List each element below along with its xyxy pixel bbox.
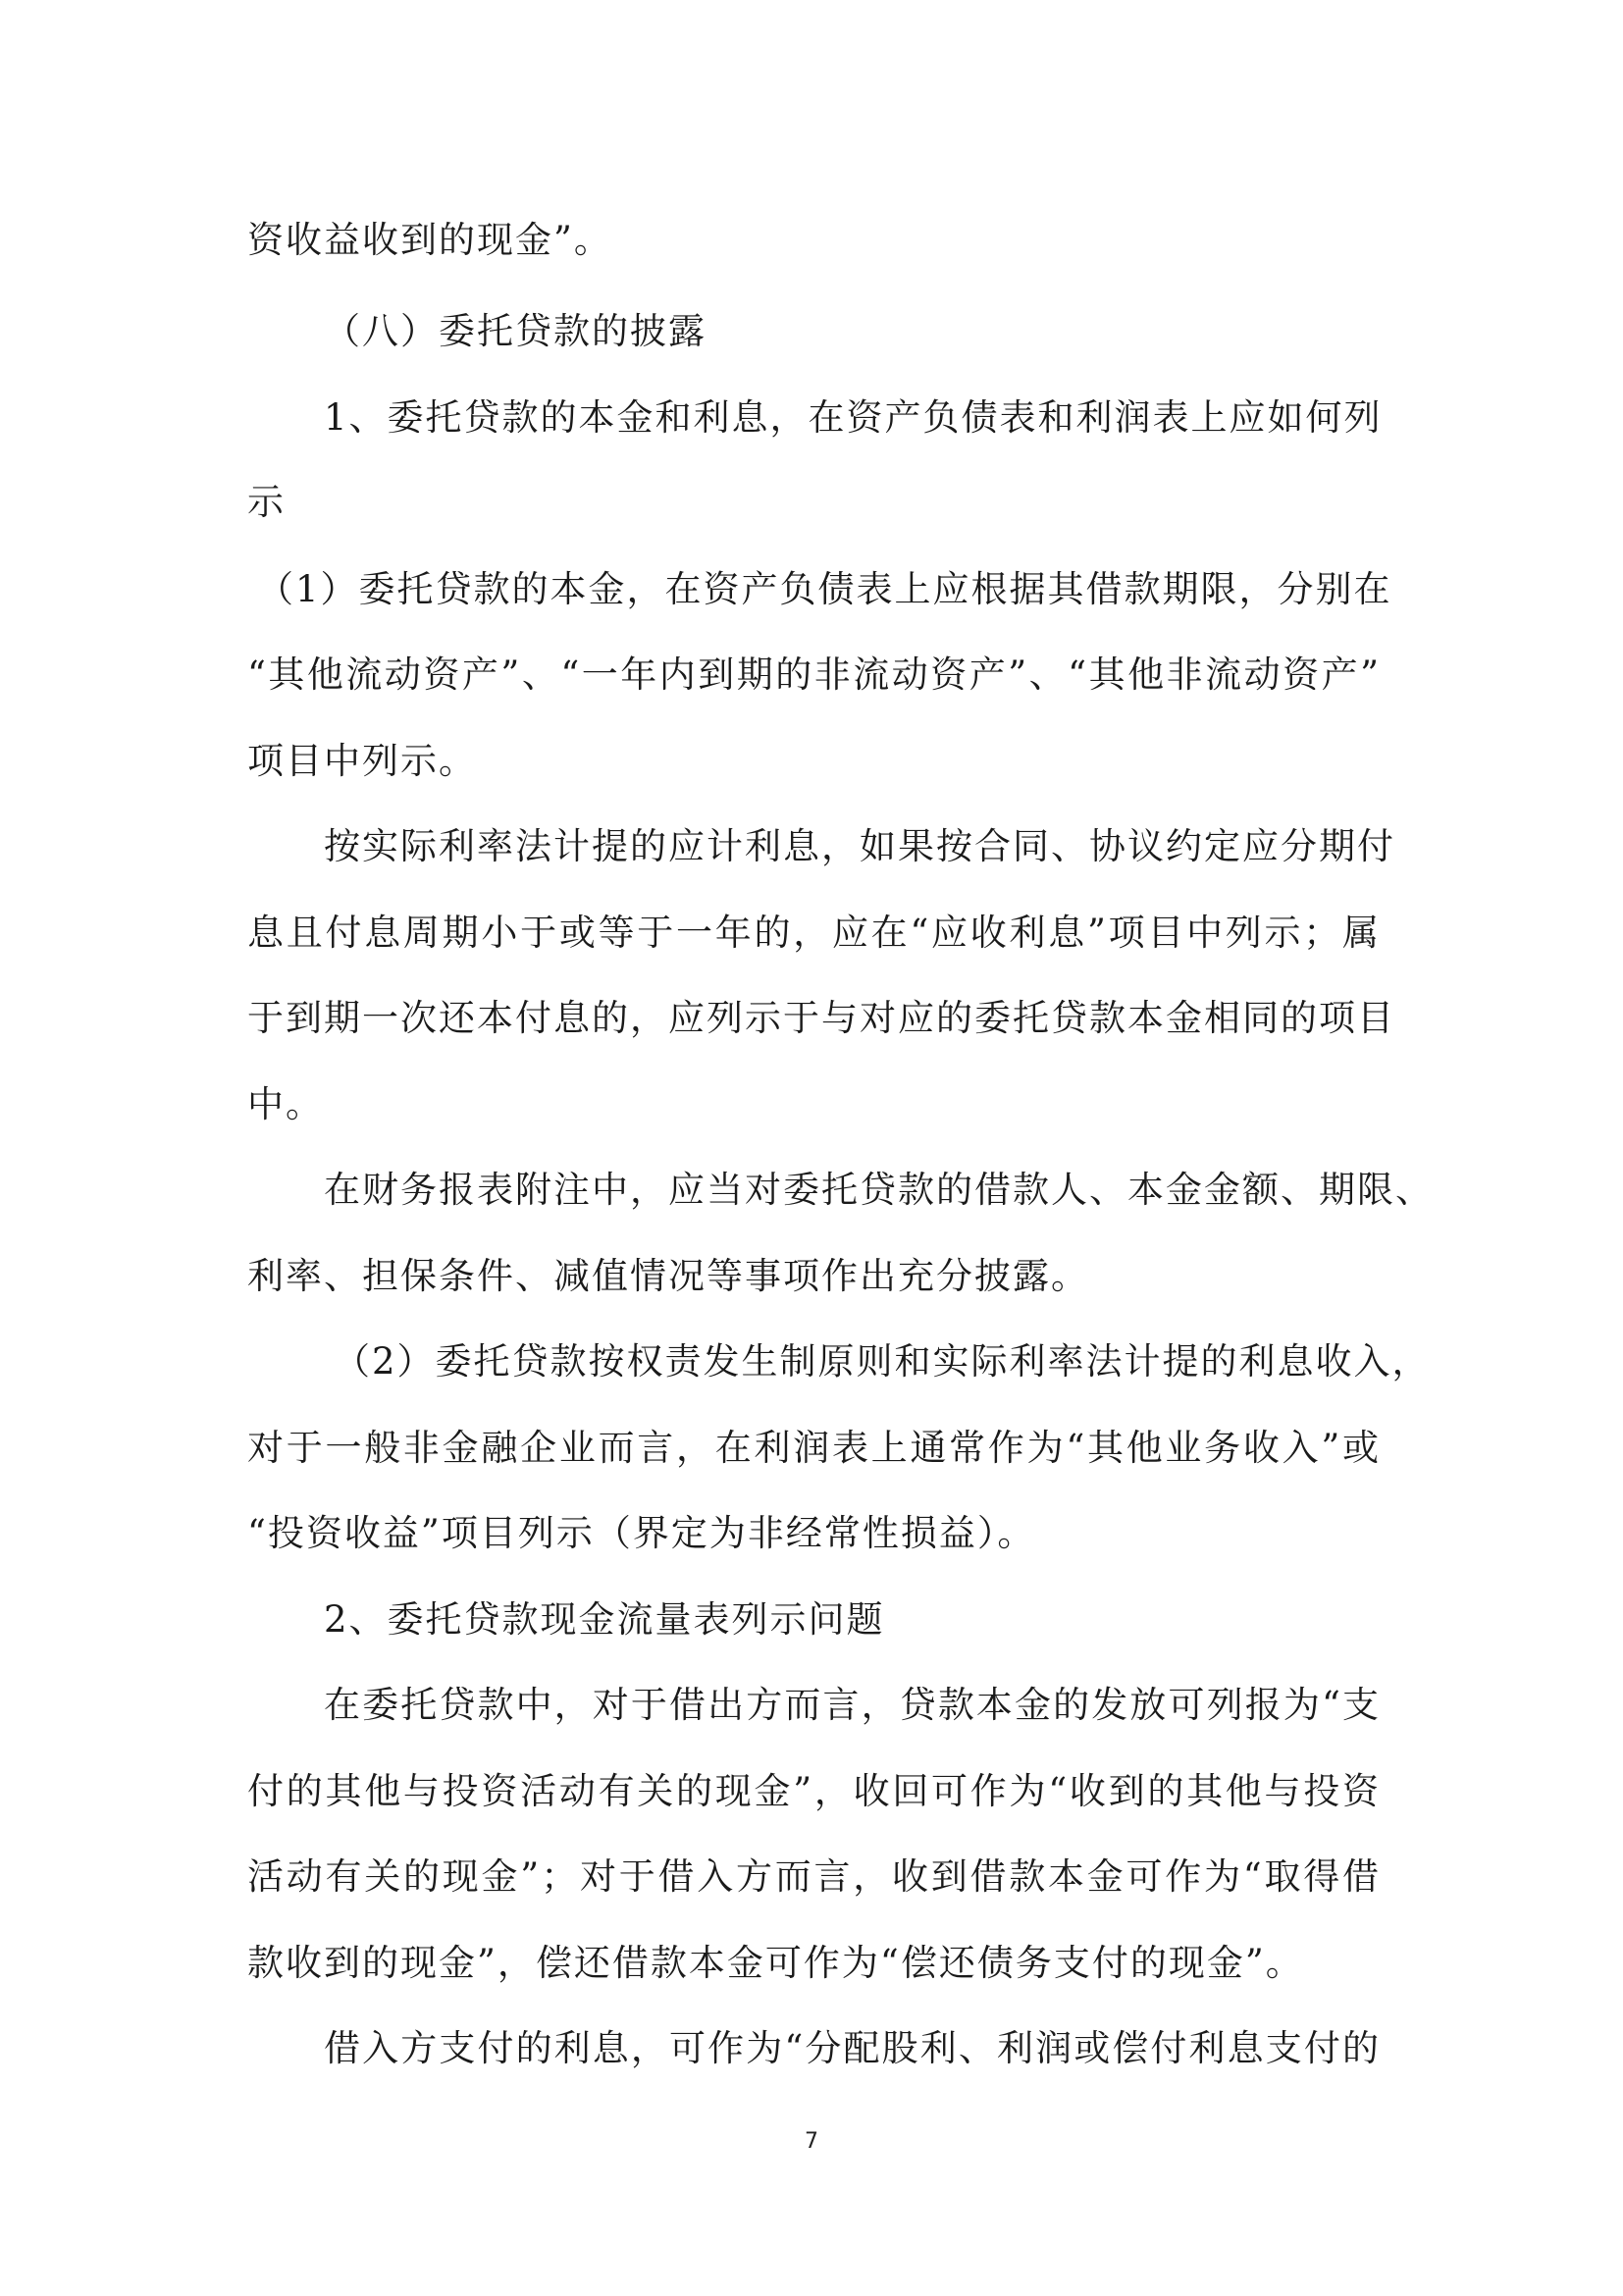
text-line: （1）委托贷款的本金，在资产负债表上应根据其借款期限，分别在 (257, 568, 1392, 610)
text-line: 利率、担保条件、减值情况等事项作出充分披露。 (247, 1255, 1089, 1297)
text-line: “投资收益”项目列示（界定为非经常性损益）。 (247, 1512, 1036, 1554)
page-number: 7 (805, 2129, 818, 2154)
text-line: 于到期一次还本付息的，应列示于与对应的委托贷款本金相同的项目 (247, 997, 1395, 1039)
subsection-heading: 2、委托贷款现金流量表列示问题 (324, 1598, 885, 1641)
text-line: 中。 (247, 1083, 324, 1125)
subsection-heading-cont: 示 (247, 481, 286, 523)
text-line: 活动有关的现金”；对于借入方而言，收到借款本金可作为“取得借 (247, 1855, 1381, 1898)
text-line: 付的其他与投资活动有关的现金”，收回可作为“收到的其他与投资 (247, 1770, 1381, 1812)
text-line: “其他流动资产”、“一年内到期的非流动资产”、“其他非流动资产” (247, 653, 1381, 696)
text-line: 项目中列示。 (247, 740, 477, 782)
subsection-heading: 1、委托贷款的本金和利息，在资产负债表和利润表上应如何列 (324, 396, 1383, 439)
text-line: 对于一般非金融企业而言，在利润表上通常作为“其他业务收入”或 (247, 1427, 1381, 1469)
section-heading: （八）委托贷款的披露 (324, 310, 707, 352)
text-line: 款收到的现金”，偿还借款本金可作为“偿还债务支付的现金”。 (247, 1942, 1304, 1984)
text-line: 在财务报表附注中，应当对委托贷款的借款人、本金金额、期限、 (324, 1169, 1434, 1211)
text-line: 在委托贷款中，对于借出方而言，贷款本金的发放可列报为“支 (324, 1684, 1381, 1726)
text-line: 借入方支付的利息，可作为“分配股利、利润或偿付利息支付的 (324, 2027, 1381, 2069)
text-line: 按实际利率法计提的应计利息，如果按合同、协议约定应分期付 (324, 825, 1395, 867)
text-line: （2）委托贷款按权责发生制原则和实际利率法计提的利息收入， (334, 1340, 1431, 1383)
text-line: 资收益收到的现金”。 (247, 219, 612, 261)
text-line: 息且付息周期小于或等于一年的，应在“应收利息”项目中列示；属 (247, 912, 1381, 954)
